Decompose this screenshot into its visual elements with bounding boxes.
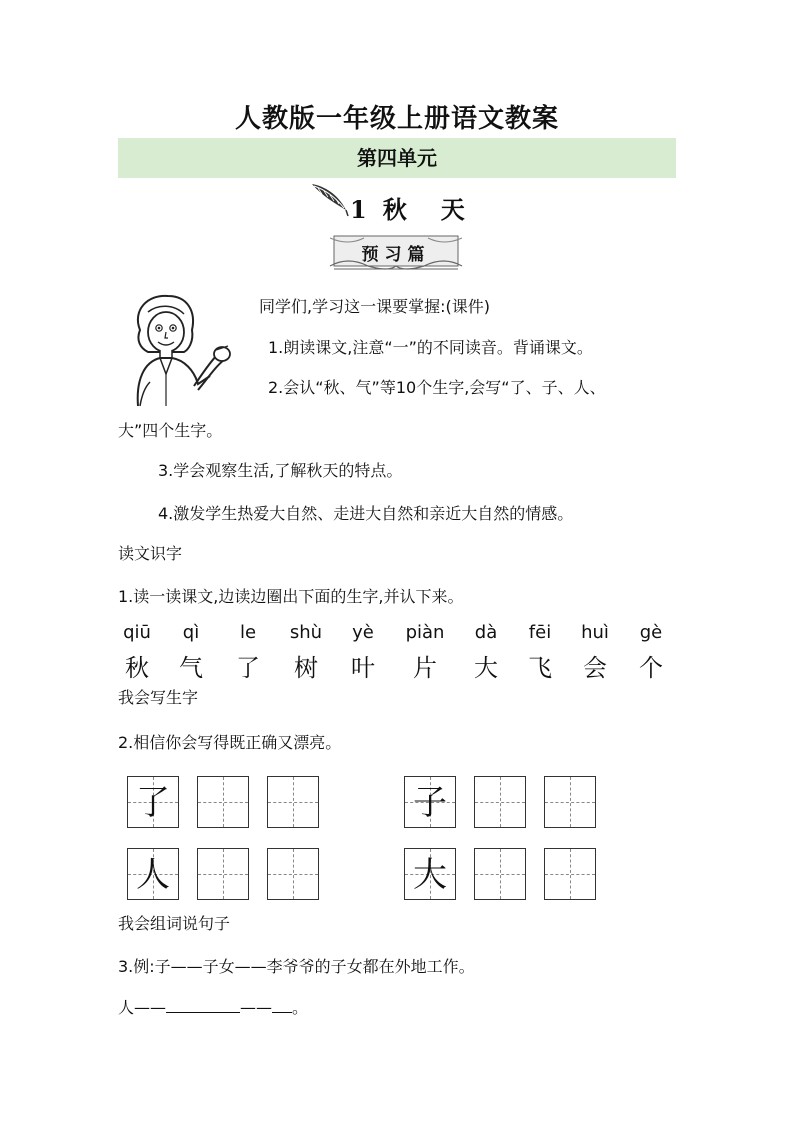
hanzi: 了 xyxy=(236,654,260,682)
writing-grid-example xyxy=(404,848,456,900)
exercise-mid: —— xyxy=(240,998,273,1017)
lesson-number: 1 xyxy=(350,195,367,224)
words-example: 3.例:子——子女——李爷爷的子女都在外地工作。 xyxy=(118,957,475,976)
objective-3: 3.学会观察生活,了解秋天的特点。 xyxy=(158,461,403,480)
grid-character: 人 xyxy=(136,855,170,895)
writing-grid-blank[interactable] xyxy=(544,848,596,900)
pinyin: gè xyxy=(639,622,663,643)
writing-grid-blank[interactable] xyxy=(544,776,596,828)
objective-2: 2.会认“秋、气”等10个生字,会写“了、子、人、 xyxy=(268,378,606,397)
lesson-title-char-2: 天 xyxy=(440,195,465,224)
pinyin: shù xyxy=(289,622,323,643)
intro-text: 同学们,学习这一课要掌握:(课件) xyxy=(259,297,490,316)
exercise-start: 人—— xyxy=(118,998,167,1017)
banner-label: 预习篇 xyxy=(361,245,431,265)
objective-2-cont: 大”四个生字。 xyxy=(118,421,223,440)
lesson-title-char-1: 秋 xyxy=(382,195,407,224)
words-heading: 我会组词说句子 xyxy=(118,914,231,933)
pinyin: yè xyxy=(352,622,374,643)
hanzi: 会 xyxy=(583,654,607,682)
teacher-illustration xyxy=(118,290,234,408)
section-banner xyxy=(328,232,464,272)
hanzi-row xyxy=(118,648,678,682)
pinyin-row xyxy=(118,622,678,646)
write-heading: 我会写生字 xyxy=(118,688,199,707)
hanzi: 飞 xyxy=(528,654,552,682)
pinyin: le xyxy=(239,622,257,643)
pinyin: huì xyxy=(581,622,609,643)
hanzi: 叶 xyxy=(351,654,375,682)
writing-grid-blank[interactable] xyxy=(197,776,249,828)
writing-grid-blank[interactable] xyxy=(197,848,249,900)
hanzi: 树 xyxy=(294,654,318,682)
hanzi: 气 xyxy=(179,654,203,682)
grid-character: 子 xyxy=(413,783,447,823)
quill-icon xyxy=(310,182,350,218)
words-exercise xyxy=(118,998,308,1018)
page-title: 人教版一年级上册语文教案 xyxy=(234,104,559,134)
writing-grid-blank[interactable] xyxy=(267,776,319,828)
writing-grid-example xyxy=(127,848,179,900)
writing-grid-blank[interactable] xyxy=(474,776,526,828)
pinyin: piàn xyxy=(405,622,445,643)
hanzi: 片 xyxy=(413,654,437,682)
hanzi: 大 xyxy=(474,654,498,682)
pinyin: fēi xyxy=(528,622,552,643)
writing-grid-example xyxy=(404,776,456,828)
answer-blank-word[interactable] xyxy=(166,998,240,1013)
pinyin: qiū xyxy=(123,622,151,643)
writing-grid-example xyxy=(127,776,179,828)
pinyin: dà xyxy=(474,622,498,643)
unit-heading: 第四单元 xyxy=(118,138,676,178)
exercise-end: 。 xyxy=(292,998,309,1017)
grid-character: 了 xyxy=(136,783,170,823)
read-heading: 读文识字 xyxy=(118,544,183,563)
writing-grid-blank[interactable] xyxy=(267,848,319,900)
write-instruction: 2.相信你会写得既正确又漂亮。 xyxy=(118,733,342,752)
objective-1: 1.朗读课文,注意“一”的不同读音。背诵课文。 xyxy=(268,338,593,357)
answer-blank-sentence[interactable] xyxy=(272,998,292,1013)
read-instruction: 1.读一读课文,边读边圈出下面的生字,并认下来。 xyxy=(118,587,464,606)
hanzi: 个 xyxy=(639,654,663,682)
grid-character: 大 xyxy=(413,855,447,895)
writing-grid-blank[interactable] xyxy=(474,848,526,900)
pinyin: qì xyxy=(182,622,200,643)
objective-4: 4.激发学生热爱大自然、走进大自然和亲近大自然的情感。 xyxy=(158,504,574,523)
hanzi: 秋 xyxy=(125,654,149,682)
lesson-heading xyxy=(310,186,510,226)
